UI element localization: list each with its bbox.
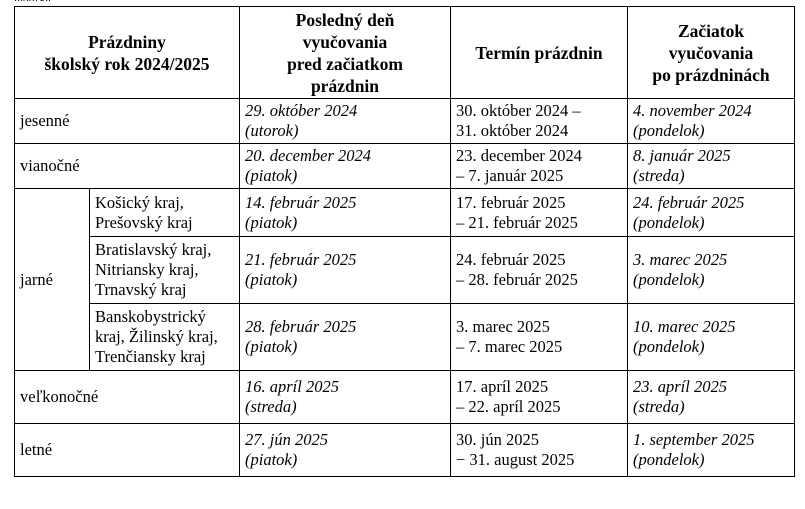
holiday-name: jarné [15, 189, 90, 371]
header-term: Termín prázdnin [451, 7, 628, 99]
term-cell: 17. apríl 2025 – 22. apríl 2025 [451, 371, 628, 424]
table-row-spring-region-2 [15, 237, 795, 304]
holiday-name: letné [15, 424, 240, 477]
region-cell: Košický kraj, Prešovský kraj [90, 189, 240, 237]
caption-fragment [14, 0, 51, 1]
last-day-cell: 21. február 2025 (piatok) [240, 237, 451, 304]
start-cell: 1. september 2025 (pondelok) [628, 424, 795, 477]
term-cell: 17. február 2025 – 21. február 2025 [451, 189, 628, 237]
region-cell: Banskobystrický kraj, Žilinský kraj, Trenčiansky kraj [90, 304, 240, 371]
header-row [15, 7, 795, 99]
table-row-summer [15, 424, 795, 477]
header-start: Začiatok vyučovania po prázdninách [628, 7, 795, 99]
start-cell: 3. marec 2025 (pondelok) [628, 237, 795, 304]
last-day-cell: 14. február 2025 (piatok) [240, 189, 451, 237]
last-day-cell: 28. február 2025 (piatok) [240, 304, 451, 371]
table-row-autumn [15, 99, 795, 144]
last-day-cell: 20. december 2024 (piatok) [240, 144, 451, 189]
term-cell: 30. jún 2025 − 31. august 2025 [451, 424, 628, 477]
region-cell: Bratislavský kraj, Nitriansky kraj, Trnavský kraj [90, 237, 240, 304]
start-cell: 4. november 2024 (pondelok) [628, 99, 795, 144]
header-last-day: Posledný deň vyučovania pred začiatkom prázdnin [240, 7, 451, 99]
holiday-name: veľkonočné [15, 371, 240, 424]
start-cell: 24. február 2025 (pondelok) [628, 189, 795, 237]
term-cell: 23. december 2024 – 7. január 2025 [451, 144, 628, 189]
start-cell: 8. január 2025 (streda) [628, 144, 795, 189]
last-day-cell: 29. október 2024 (utorok) [240, 99, 451, 144]
last-day-cell: 27. jún 2025 (piatok) [240, 424, 451, 477]
start-cell: 10. marec 2025 (pondelok) [628, 304, 795, 371]
table-row-spring-region-1 [15, 189, 795, 237]
last-day-cell: 16. apríl 2025 (streda) [240, 371, 451, 424]
table-row-christmas [15, 144, 795, 189]
term-cell: 30. október 2024 – 31. október 2024 [451, 99, 628, 144]
header-holidays: Prázdniny školský rok 2024/2025 [15, 7, 240, 99]
table-row-spring-region-3 [15, 304, 795, 371]
start-cell: 23. apríl 2025 (streda) [628, 371, 795, 424]
school-holidays-table [14, 6, 795, 477]
table-row-easter [15, 371, 795, 424]
holiday-name: vianočné [15, 144, 240, 189]
term-cell: 24. február 2025 – 28. február 2025 [451, 237, 628, 304]
holiday-name: jesenné [15, 99, 240, 144]
term-cell: 3. marec 2025 – 7. marec 2025 [451, 304, 628, 371]
